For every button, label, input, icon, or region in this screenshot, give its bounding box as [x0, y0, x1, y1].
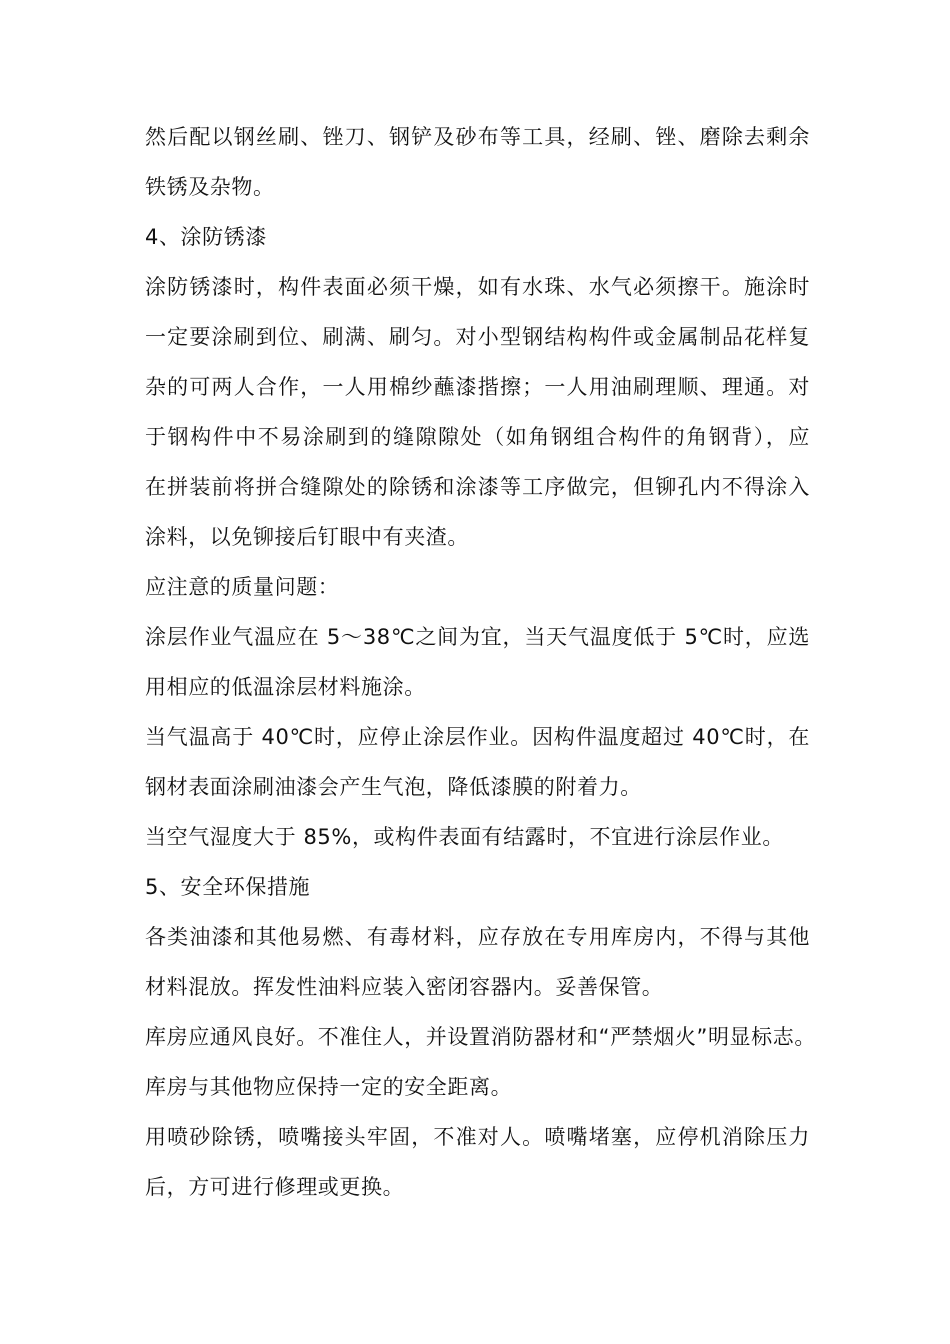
- text-line: 于钢构件中不易涂刷到的缝隙隙处（如角钢组合构件的角钢背），应: [145, 425, 810, 449]
- text-line: 材料混放。挥发性油料应装入密闭容器内。妥善保管。: [145, 975, 664, 999]
- text-line: 钢材表面涂刷油漆会产生气泡，降低漆膜的附着力。: [145, 775, 642, 799]
- text-line: 涂防锈漆时，构件表面必须干燥，如有水珠、水气必须擦干。施涂时: [145, 275, 810, 299]
- text-line: 用喷砂除锈，喷嘴接头牢固，不准对人。喷嘴堵塞，应停机消除压力: [145, 1125, 810, 1149]
- text-line: 一定要涂刷到位、刷满、刷匀。对小型钢结构构件或金属制品花样复: [145, 325, 810, 349]
- text-line: 库房应通风良好。不准住人，并设置消防器材和“严禁烟火”明显标志。: [145, 1025, 816, 1049]
- text-line: 杂的可两人合作，一人用棉纱蘸漆揩擦；一人用油刷理顺、理通。对: [145, 375, 810, 399]
- text-line: 铁锈及杂物。: [145, 175, 275, 199]
- section-heading: 4、涂防锈漆: [145, 225, 267, 249]
- text-line: 涂料，以免铆接后钉眼中有夹渣。: [145, 525, 469, 549]
- section-heading: 5、安全环保措施: [145, 875, 311, 899]
- text-line: 各类油漆和其他易燃、有毒材料，应存放在专用库房内，不得与其他: [145, 925, 810, 949]
- document-body: [145, 112, 816, 1212]
- subheading: 应注意的质量问题：: [145, 575, 340, 599]
- text-line: 涂层作业气温应在 5～38℃之间为宜，当天气温度低于 5℃时，应选: [145, 625, 810, 649]
- text-line: 当空气湿度大于 85%，或构件表面有结露时，不宜进行涂层作业。: [145, 825, 784, 849]
- text-line: 在拼装前将拼合缝隙处的除锈和涂漆等工序做完，但铆孔内不得涂入: [145, 475, 810, 499]
- text-line: 库房与其他物应保持一定的安全距离。: [145, 1075, 513, 1099]
- text-line: 当气温高于 40℃时，应停止涂层作业。因构件温度超过 40℃时，在: [145, 725, 810, 749]
- text-line: 后，方可进行修理或更换。: [145, 1175, 405, 1199]
- text-line: 然后配以钢丝刷、锉刀、钢铲及砂布等工具，经刷、锉、磨除去剩余: [145, 125, 810, 149]
- text-line: 用相应的低温涂层材料施涂。: [145, 675, 426, 699]
